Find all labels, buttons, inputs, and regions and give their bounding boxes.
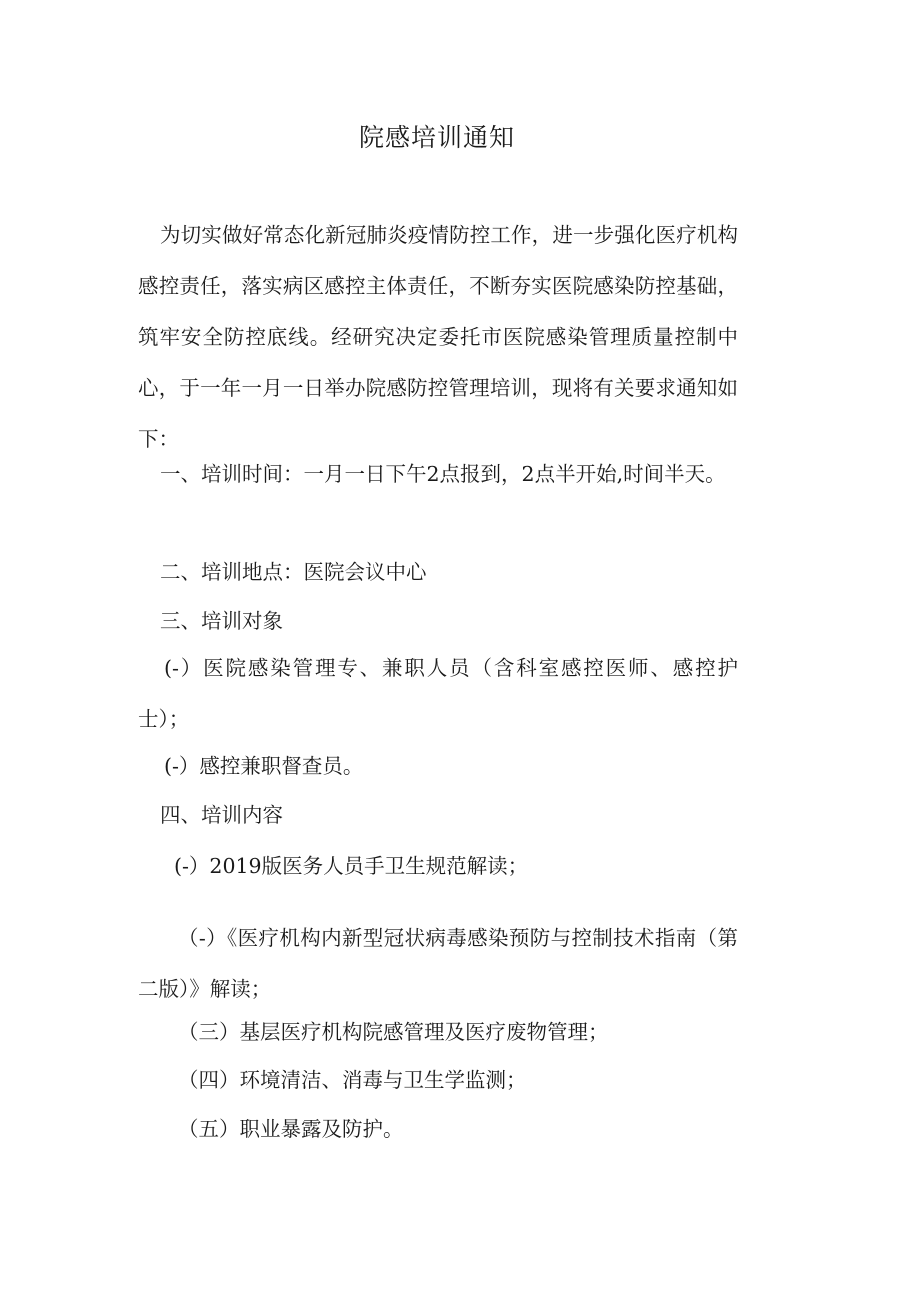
target-item-2: (-）感控兼职督查员。 (164, 754, 364, 778)
section-training-content: 四、培训内容 (160, 803, 283, 827)
document-title: 院感培训通知 (358, 123, 515, 152)
section-training-location: 二、培训地点：医院会议中心 (160, 560, 427, 584)
intro-paragraph: 为切实做好常态化新冠肺炎疫情防控工作，进一步强化医疗机构感控责任，落实病区感控主体责任，不断夯实医院感染防控基础，筑牢安全防控底线。经研究决定委托市医院感染管理质量控制中心，于一年一月一日举办院感防控管理培训，现将有关要求通知如下： (138, 223, 738, 451)
content-item-5: （五）职业暴露及防护。 (178, 1117, 404, 1141)
section-training-target: 三、培训对象 (160, 609, 283, 633)
content-item-3: （三）基层医疗机构院感管理及医疗废物管理； (178, 1020, 609, 1044)
target-item-1: (-）医院感染管理专、兼职人员（含科室感控医师、感控护士）； (138, 656, 738, 731)
content-item-4: （四）环境清洁、消毒与卫生学监测； (178, 1068, 527, 1092)
content-item-2: （-）《医疗机构内新型冠状病毒感染预防与控制技术指南（第二版）》解读； (138, 926, 738, 1001)
section-training-time: 一、培训时间：一月一日下午2点报到，2点半开始,时间半天。 (160, 462, 726, 486)
content-item-1: (-）2019版医务人员手卫生规范解读； (174, 854, 529, 878)
